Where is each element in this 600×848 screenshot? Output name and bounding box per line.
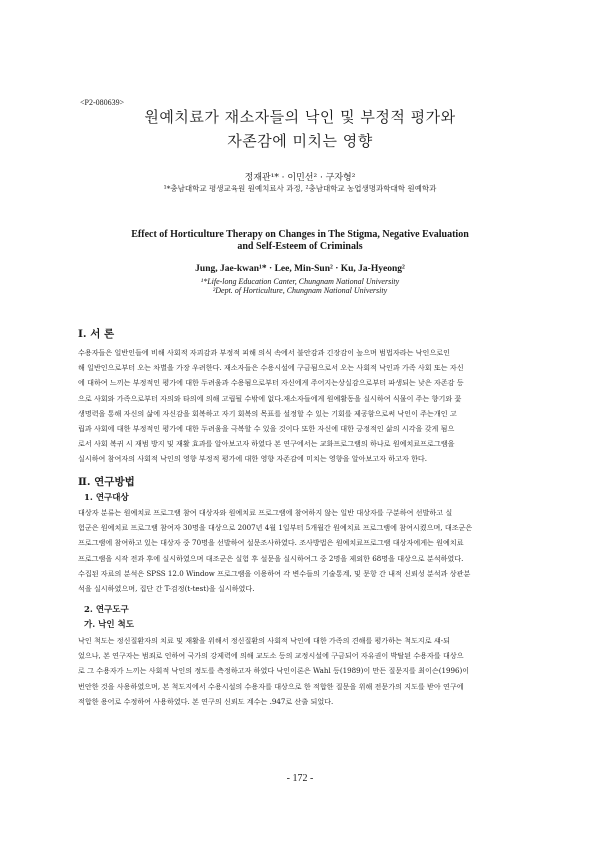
section-heading-methods: Ⅱ. 연구방법 [78,476,135,488]
paragraph-line: 해 일반인으로부터 오는 차별을 가장 우려한다. 재소자들은 수용시설에 구금됨으로서 오는 사회적 낙인과 가족 사회 또는 자신 [78,363,464,373]
paragraph-line: 수용자들은 일반인들에 비해 사회적 자괴감과 부정적 피해 의식 속에서 불안감과 긴장감이 높으며 범법자라는 낙인으로인 [78,348,450,357]
paragraph-line: 험군은 원예치료 프로그램 참여자 30명을 대상으로 2007년 4월 1일부터 5개월간 원예치료 프로그램에 참여시켰으며, 대조군은 [78,523,473,533]
korean-authors: 정재관¹* · 이민선² · 구자형² [244,173,356,183]
paragraph-line: 프로그램을 시작 전과 후에 실시하였으며 대조군은 실험 후 설문을 실시하여그 중 2명을 제외한 68명을 대상으로 분석하였다. [78,553,464,563]
paragraph-line: 생명력을 통해 자신의 삶에 자신감을 회복하고 자기 회복의 목표를 설정할 수 있는 기회를 제공함으로써 낙인이 주는개인 고 [78,408,457,418]
paragraph-line: 로서 사회 복귀 시 재범 방지 및 재활 효과를 알아보고자 하였다 본 연구에서는 교화프로그램의 하나로 원예치료프로그램을 [78,439,455,449]
paragraph-line: 립과 사회에 대한 부정적인 평가에 대한 두려움을 극복할 수 있을 것이다 또한 자신에 대한 긍정적인 삶의 시각을 갖게 됨으 [78,424,455,434]
korean-title-line-2: 자존감에 미치는 영향 [227,132,373,150]
paragraph-line: 대상자 분류는 원예치료 프로그램 참여 대상자와 원예치료 프로그램에 참여하지 않는 일반 대상자를 구분하여 선발하고 실 [78,508,453,517]
english-title-line-2: and Self-Esteem of Criminals [237,241,363,252]
subsection-heading-subjects: 1. 연구대상 [84,493,129,503]
english-title-line-1: Effect of Horticulture Therapy on Changes in The Stigma, Negative Evaluation [131,229,469,240]
introduction-paragraph [78,345,526,467]
paragraph-line: 석을 실시하였으며, 집단 간 T-검정(t-test)을 실시하였다. [78,584,255,594]
english-authors: Jung, Jae-kwan¹* · Lee, Min-Sun² · Ku, Ja-Hyeong² [195,264,405,274]
page-number: - 172 - [286,773,314,784]
paragraph-line: 었으나, 본 연구자는 범죄로 인하여 국가의 강제력에 의해 교도소 등의 교정시설에 구금되어 자유권이 박탈된 수용자를 대상으 [78,651,464,661]
english-affiliation-1: ¹*Life-long Education Canter, Chungnam National University [200,277,400,286]
paragraph-line: 적합한 용어로 수정하여 사용하였다. 본 연구의 신뢰도 계수는 .947로 산출 되었다. [78,696,334,706]
korean-affiliation: ¹*충남대학교 평생교육원 원예치료사 과정, ²충남대학교 농업생명과학대학 원예학과 [163,184,437,193]
english-affiliation-2: ²Dept. of Horticulture, Chungnam National University [212,286,388,295]
paragraph-line: 로 그 수용자가 느끼는 사회적 낙인의 정도를 측정하고자 하였다 낙인이론은 Wahl 등(1989)이 만든 질문지를 최이슨(1996)이 [78,666,470,676]
subjects-paragraph [78,505,526,596]
document-code: <P2-080639> [80,98,125,107]
paragraph-line: 번안한 것을 사용하였으며, 본 척도지에서 수용시설의 수용자를 대상으로 한 적합한 질문을 위해 전문가의 지도를 받아 연구에 [78,681,464,691]
subsection-heading-instruments: 2. 연구도구 [84,605,129,615]
section-heading-introduction: Ⅰ. 서 론 [78,328,115,340]
paragraph-line: 수집된 자료의 분석은 SPSS 12.0 Window 프로그램을 이용하여 각 변수들의 기술통계, 및 문항 간 내적 신뢰성 분석과 상관분 [78,568,471,578]
paragraph-line: 실시하여 참여자의 사회적 낙인의 영향 부정적 평가에 대한 영향 자존감에 미치는 영향을 알아보고자 하고자 한다. [78,454,428,464]
paragraph-line: 프로그램에 참여하고 있는 대상자 중 70명을 선발하여 설문조사하였다. 조사방법은 원예치료프로그램 대상자에게는 원예치료 [78,538,464,548]
paragraph-line: 으로 사회와 가족으로부터 자의와 타의에 의해 고립될 수밖에 없다.재소자들에게 원예활동을 실시하여 식물이 주는 향기와 꽃 [78,393,462,403]
paragraph-line: 에 대하여 느끼는 부정적인 평가에 대한 두려움과 수용됨으로부터 자신에게 주어지는상실감으로부터 파생되는 낮은 자존감 등 [78,378,464,388]
paragraph-line: 낙인 척도는 정신질환자의 치료 및 재활을 위해서 정신질환의 사회적 낙인에 대한 가족의 견해를 평가하는 척도지로 섀-되 [78,636,450,645]
subsubsection-heading-stigma-scale: 가. 낙인 척도 [84,620,134,630]
korean-title-line-1: 원예치료가 재소자들의 낙인 및 부정적 평가와 [144,108,456,126]
stigma-scale-paragraph [78,633,526,709]
